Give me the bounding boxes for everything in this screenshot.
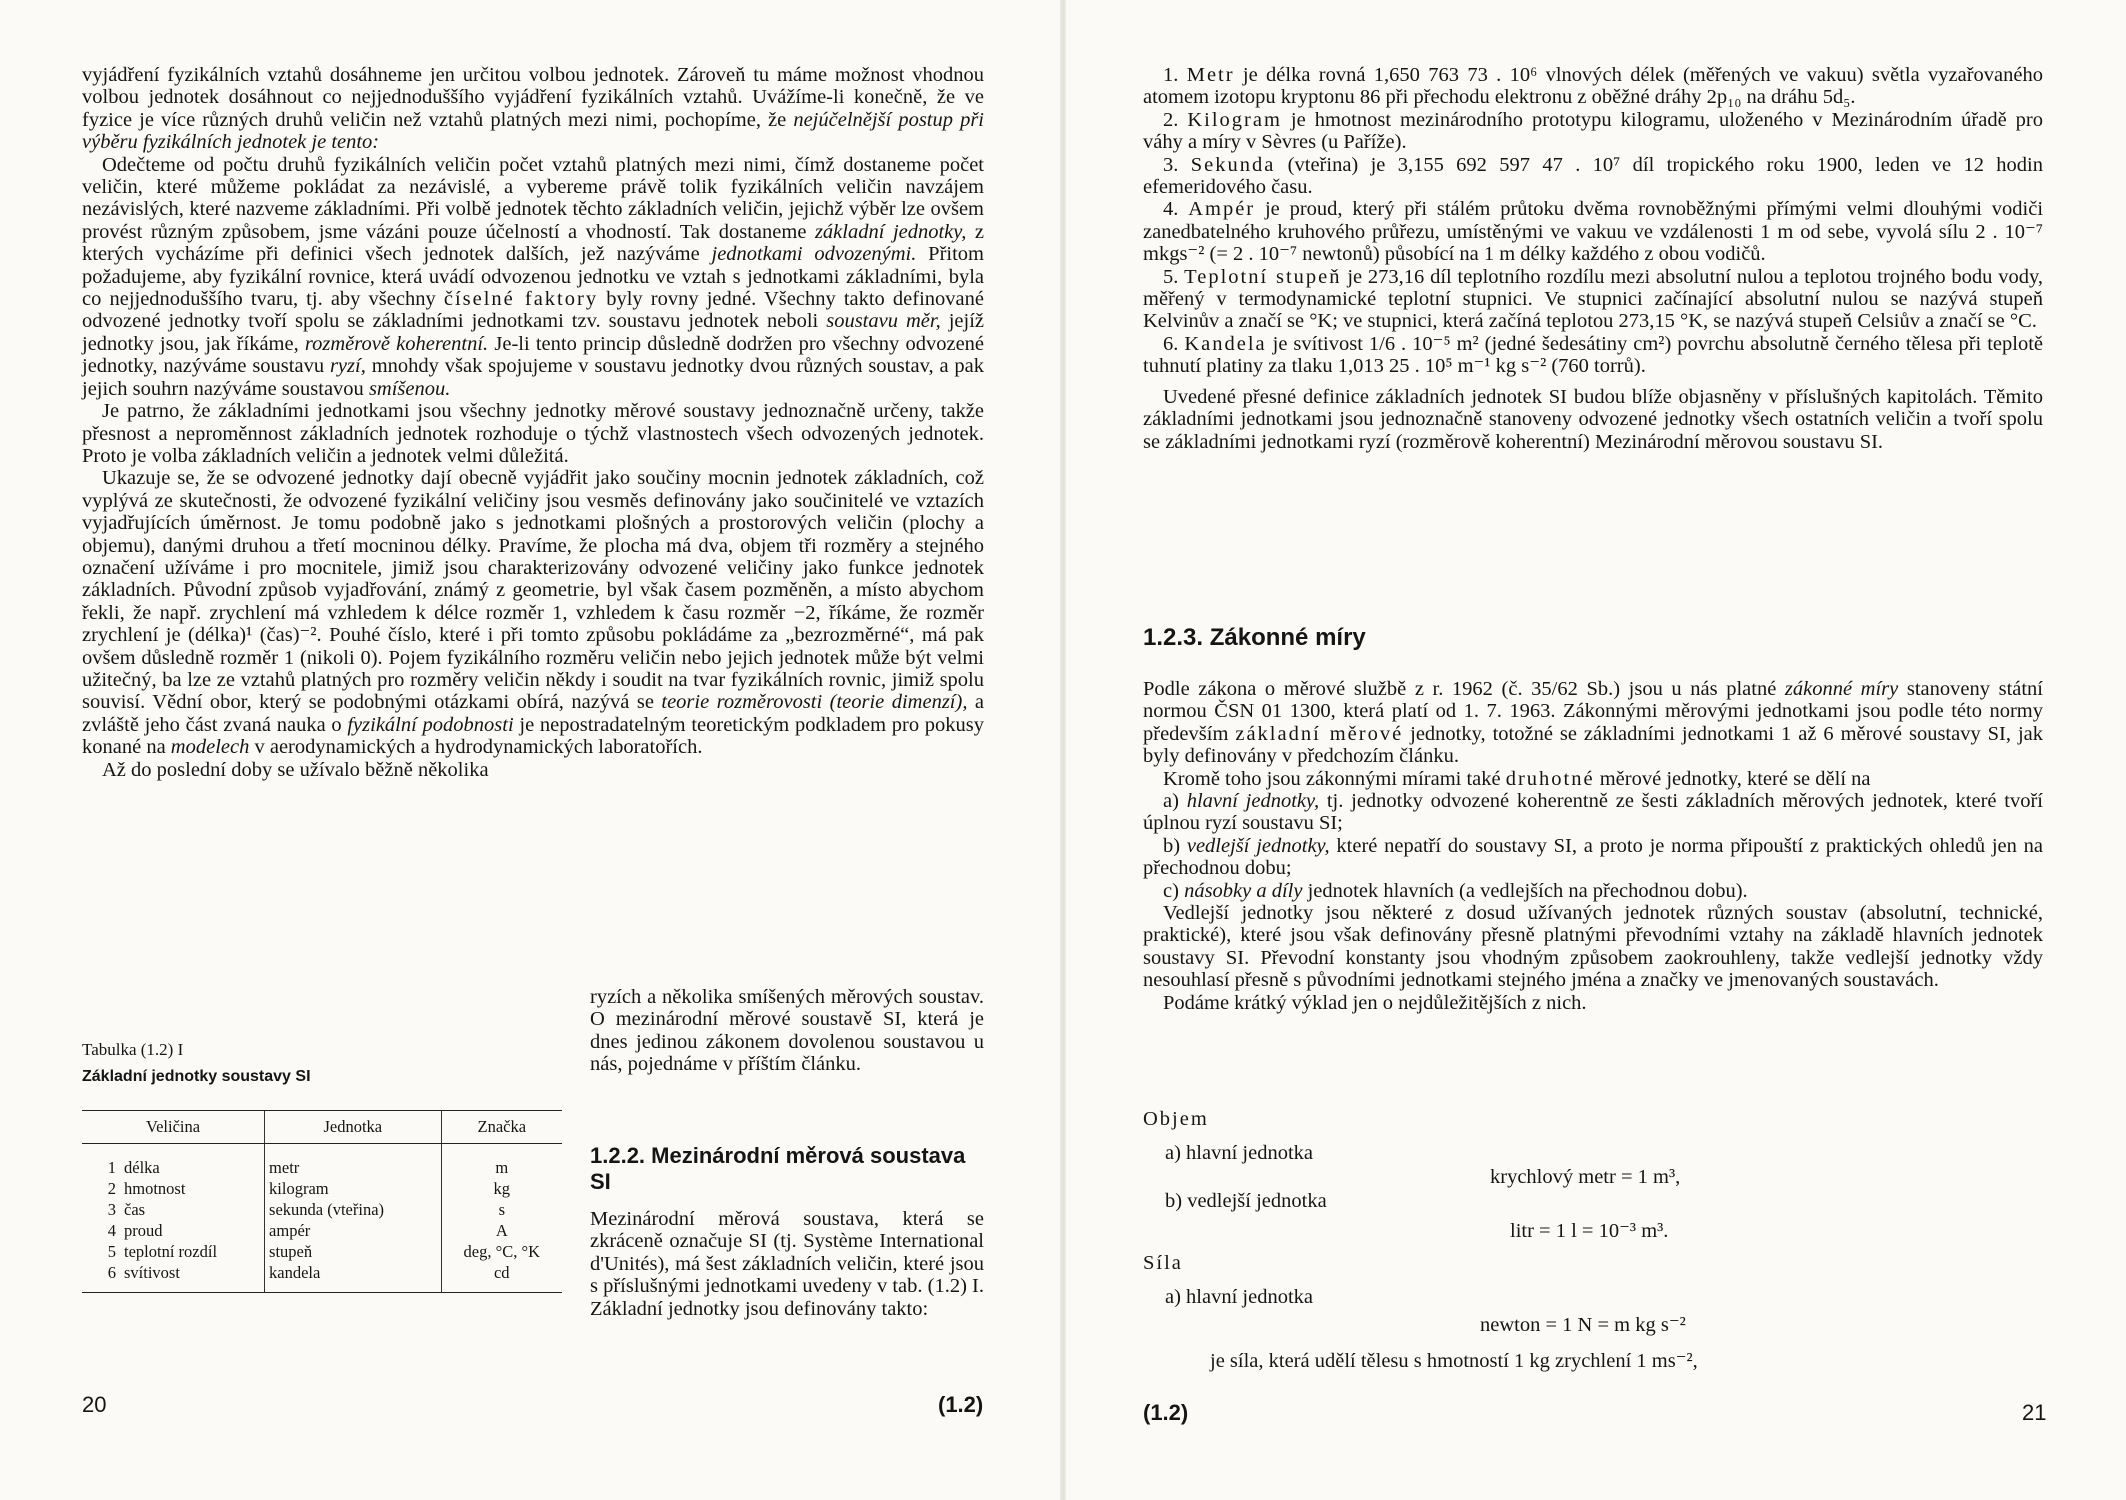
list-item: c) násobky a díly jednotek hlavních (a vedlejších na přechodnou dobu). [1163, 879, 1748, 902]
definition-kilogram: 2. Kilogram je hmotnost mezinárodního prototypu kilogramu, uloženého v Mezinárodním úřadě pro váhy a míry v Sèvres (u Paříže). [1143, 108, 2043, 154]
paragraph: Až do poslední doby se užívalo běžně několika [102, 758, 489, 781]
section-122-text [590, 1208, 984, 1320]
list-item: a) hlavní jednotky, tj. jednotky odvozené koherentně ze šesti základních měrových jednotek, které tvoří úplnou ryzí soustavu SI; [1143, 790, 2043, 835]
subsection-sila: Síla [1143, 1252, 1183, 1274]
table-header: Značka [441, 1111, 562, 1144]
section-mark-left: (1.2) [938, 1392, 984, 1417]
page-number-right: 21 [2022, 1400, 2047, 1425]
paragraph: Podle zákona o měrové službě z r. 1962 (č. 35/62 Sb.) jsou u nás platné zákonné míry stanoveny státní normou ČSN 01 1300, která platí od 1. 7. 1963. Zákonnými měrovými jednotkami jsou podle této normy především základní měrové jednotky, totožné se základními jednotkami 1 až 6 měrové soustavy SI, jak byly definovány v předchozím článku. [1143, 678, 2044, 768]
table-row: 2 hmotnost kilogram kg [82, 1178, 562, 1199]
objem-secondary-unit: b) vedlejší jednotka [1165, 1190, 1327, 1212]
subsection-objem: Objem [1143, 1108, 1209, 1130]
paragraph: je síla, která udělí tělesu s hmotností 1 kg zrychlení 1 ms⁻², [1210, 1350, 1698, 1372]
table-row: 6 svítivost kandela cd [82, 1262, 562, 1293]
table-row: 4 proud ampér A [82, 1220, 562, 1241]
paragraph: Mezinárodní měrová soustava, která se zkráceně označuje SI (tj. Système International d'Unités), má šest základních veličin, které jsou s příslušnými jednotkami uvedeny v tab. (1.2) I. Základní jednotky jsou definovány takto: [590, 1208, 984, 1320]
paragraph: Odečteme od počtu druhů fyzikálních veličin počet vztahů platných mezi nimi, čímž dostaneme počet veličin, které můžeme pokládat za nezávislé, a vybereme právě tolik fyzikálních veličin navzájem nezávislých, které nazveme základními. Při volbě jednotek těchto základních veličin, jejichž výběr lze ovšem provést různým způsobem, jsme vázáni pouze účelností a vhodností. Tak dostaneme základní jednotky, z kterých vycházíme při definici všech jednotek dalších, jež nazýváme jednotkami odvozenými. Přitom požadujeme, aby fyzikální rovnice, která uvádí odvozenou jednotku ve vztah s jednotkami základními, byla co nejjednoduššího tvaru, tj. aby všechny číselné faktory byly rovny jedné. Všechny takto definované odvozené jednotky tvoří spolu se základními jednotkami tzv. soustavu jednotek neboli soustavu měr, jejíž jednotky jsou, jak říkáme, rozměrově koherentní. Je-li tento princip důsledně dodržen pro všechny odvozené jednotky, nazýváme soustavu ryzí, mnohdy však spojujeme v soustavu jednotky dvou různých soustav, a pak jejich souhrn nazýváme soustavou smíšenou. [82, 153, 985, 400]
formula: krychlový metr = 1 m³, [1490, 1166, 1681, 1188]
formula: litr = 1 l = 10⁻³ m³. [1510, 1220, 1669, 1242]
paragraph: ryzích a několika smíšených měrových soustav. O mezinárodní měrové soustavě SI, která je dnes jedinou zákonem dovolenou soustavou u nás, pojednáme v příštím článku. [590, 986, 984, 1076]
paragraph: Kromě toho jsou zákonnými mírami také druhotné měrové jednotky, které se dělí na [1163, 767, 1871, 790]
page-number-left: 20 [82, 1392, 107, 1417]
sila-main-unit: a) hlavní jednotka [1165, 1286, 1314, 1308]
definition-amper: 4. Ampér je proud, který při stálém průtoku dvěma rovnoběžnými přímými velmi dlouhými vodiči zanedbatelného kruhového průřezu, umístěnými ve vakuu ve vzdálenosti 1 m od sebe, vyvolá sílu 2 . 10⁻⁷ mkgs⁻² (= 2 . 10⁻⁷ newtonů) působící na 1 m délky každého z obou vodičů. [1143, 198, 2044, 266]
formula: newton = 1 N = m kg s⁻² [1480, 1314, 1686, 1336]
section-heading-122: 1.2.2. Mezinárodní měrová soustava SI [590, 1143, 966, 1194]
table-row: 3 čas sekunda (vteřina) s [82, 1199, 562, 1220]
left-side-column [590, 986, 984, 1076]
paragraph: Vedlejší jednotky jsou některé z dosud užívaných jednotek různých soustav (absolutní, technické, praktické), které jsou však definovány přesně platnými převodními vztahy na základě hlavních jednotek soustavy SI. Převodní konstanty jsou vhodným způsobem zaokrouhleny, takže vedlejší jednotky vždy nesouhlasí přesně s původními jednotkami stejného jména a značky ve jmenovaných soustavách. [1143, 902, 2043, 992]
paragraph: Je patrno, že základními jednotkami jsou všechny jednotky měrové soustavy jednoznačně určeny, takže přesnost a neproměnnost základních jednotek rozhoduje o týchž vlastnostech všech odvozených jednotek. Proto je volba základních veličin a jednotek velmi důležitá. [82, 400, 984, 467]
paragraph: Podáme krátký výklad jen o nejdůležitějších z nich. [1163, 991, 1587, 1014]
definition-kandela: 6. Kandela je svítivost 1/6 . 10⁻⁵ m² (jedné šedesátiny cm²) povrchu absolutně černého tělesa při teplotě tuhnutí platiny za tlaku 1,013 25 . 10⁵ m⁻¹ kg s⁻² (760 torrů). [1143, 332, 2043, 378]
list-item: b) vedlejší jednotky, které nepatří do soustavy SI, a proto je norma připouští z praktických ohledů jen na přechodnou dobu; [1143, 834, 2044, 880]
book-gutter [1060, 0, 1066, 1500]
table-header: Jednotka [265, 1111, 442, 1144]
table-header: Veličina [82, 1111, 265, 1144]
table-title: Základní jednotky soustavy SI [82, 1068, 311, 1085]
definition-sekunda: 3. Sekunda (vteřina) je 3,155 692 597 47 . 10⁷ díl tropického roku 1900, leden ve 12 hodin efemeridového času. [1143, 153, 2043, 199]
left-main-text [82, 64, 984, 781]
paragraph: Uvedené přesné definice základních jednotek SI budou blíže objasněny v příslušných kapitolách. Těmito základními jednotkami jsou jednoznačně stanoveny odvozené jednotky všech ostatních veličin a tvoří spolu se základními jednotkami ryzí (rozměrově koherentní) Mezinárodní měrovou soustavu SI. [1143, 385, 2043, 453]
section-heading-123: 1.2.3. Zákonné míry [1143, 624, 1366, 651]
section-123-text [1143, 678, 2043, 1014]
definition-metr: 1. Metr je délka rovná 1,650 763 73 . 10⁶ vlnových délek (měřených ve vakuu) světla vyzařovaného atomem izotopu kryptonu 86 při přechodu elektronu z oběžné dráhy 2p₁₀ na dráhu 5d₅. [1143, 64, 2044, 109]
section-mark-right: (1.2) [1143, 1400, 1189, 1425]
right-main-text [1143, 64, 2043, 453]
table-row: 1 délka metr m [82, 1144, 562, 1179]
si-units-table [82, 1110, 562, 1293]
objem-main-unit: a) hlavní jednotka [1165, 1142, 1314, 1164]
table-row: 5 teplotní rozdíl stupeň deg, °C, °K [82, 1241, 562, 1262]
paragraph: Ukazuje se, že se odvozené jednotky dají obecně vyjádřit jako součiny mocnin jednotek základních, což vyplývá ze skutečnosti, že odvozené fyzikální veličiny jsou vesměs definovány jako součinitelé ve vztazích vyjadřujících úměrnost. Je tomu podobně jako s jednotkami plošných a prostorových veličin (plochy a objemu), danými druhou a třetí mocninou délky. Pravíme, že plocha má dva, objem tři rozměry a stejného označení užíváme i pro mocnitele, jimiž jsou charakterizovány odvozené veličiny jako funkce jednotek základních. Původní způsob vyjadřování, známý z geometrie, byl však časem pozměněn, a místo abychom řekli, že např. zrychlení má vzhledem k délce rozměr 1, vzhledem k času rozměr −2, říkáme, že rozměr zrychlení je (délka)¹ (čas)⁻². Pouhé číslo, které i při tomto způsobu pokládáme za „bezrozměrné“, má pak ovšem důsledně rozměr 1 (nikoli 0). Pojem fyzikálního rozměru veličin nebo jejich jednotek může být velmi užitečný, ba lze ze vztahů platných pro rozměry veličin někdy i soudit na tvar fyzikálních rovnic, jimiž spolu souvisí. Vědní obor, který se podobnými otázkami obírá, nazývá se teorie rozměrovosti (teorie dimenzí), a zvláště jeho část zvaná nauka o fyzikální podobnosti je nepostradatelným teoretickým podkladem pro pokusy konané na modelech v aerodynamických a hydrodynamických laboratořích. [82, 467, 985, 759]
paragraph: vyjádření fyzikálních vztahů dosáhneme jen určitou volbou jednotek. Zároveň tu máme možnost vhodnou volbou jednotek dosáhnout co nejjednoduššího vyjádření fyzikálních vztahů. Uvážíme-li konečně, že ve fyzice je více různých druhů veličin než vztahů platných mezi nimi, pochopíme, že nejúčelnější postup při výběru fyzikálních jednotek je tento: [82, 64, 984, 154]
table-label: Tabulka (1.2) I [82, 1040, 184, 1059]
definition-stupen: 5. Teplotní stupeň je 273,16 díl teplotního rozdílu mezi absolutní nulou a teplotou trojného bodu vody, měřený v termodynamické teplotní stupnici. Ve stupnici začínající absolutní nulou se nazývá stupeň Kelvinův a značí se °K; ve stupnici, která začíná teplotou 273,15 °K, se nazývá stupeň Celsiův a značí se °C. [1143, 265, 2043, 333]
